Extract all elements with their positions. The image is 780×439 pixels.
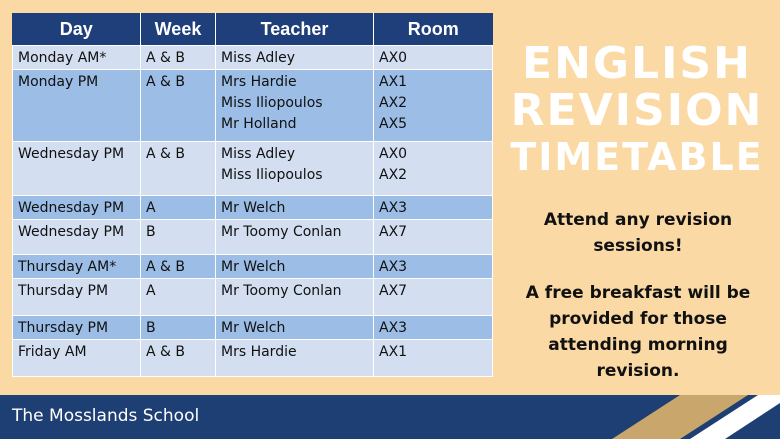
timetable	[12, 13, 493, 377]
revision-timetable-table	[12, 13, 492, 377]
table-row	[13, 316, 493, 340]
timetable-body	[13, 46, 493, 377]
table-row	[13, 142, 493, 196]
teacher-name: Miss Adley	[221, 50, 296, 66]
cell-day: Monday AM*	[13, 46, 141, 70]
table-row	[13, 255, 493, 279]
cell-week: A	[141, 196, 216, 220]
header-room: Room	[374, 13, 493, 46]
header-row	[13, 13, 493, 46]
teacher-name: Mr Welch	[221, 320, 286, 336]
cell-room	[374, 196, 493, 220]
room-code: AX3	[379, 259, 408, 275]
cell-week: A & B	[141, 340, 216, 377]
room-code: AX2	[379, 95, 408, 111]
cell-day: Monday PM	[13, 70, 141, 142]
cell-week: A & B	[141, 142, 216, 196]
room-code: AX1	[379, 344, 408, 360]
title-line-revision: REVISION	[510, 85, 764, 136]
cell-day: Thursday PM	[13, 316, 141, 340]
table-row	[13, 70, 493, 142]
cell-day: Wednesday PM	[13, 220, 141, 255]
title-line-timetable: TIMETABLE	[510, 135, 764, 179]
table-row	[13, 46, 493, 70]
cell-day: Thursday PM	[13, 279, 141, 316]
cell-room	[374, 255, 493, 279]
header-week: Week	[141, 13, 216, 46]
cell-teacher	[216, 220, 374, 255]
cell-room	[374, 340, 493, 377]
teacher-name: Miss Iliopoulos	[221, 95, 323, 111]
cell-room	[374, 142, 493, 196]
cell-room	[374, 220, 493, 255]
cell-teacher	[216, 142, 374, 196]
cell-day: Friday AM	[13, 340, 141, 377]
table-row	[13, 340, 493, 377]
cell-teacher	[216, 340, 374, 377]
page-title	[506, 40, 768, 181]
teacher-name: Mr Welch	[221, 200, 286, 216]
table-row	[13, 279, 493, 316]
cell-room	[374, 46, 493, 70]
cell-teacher	[216, 46, 374, 70]
teacher-name: Miss Iliopoulos	[221, 167, 323, 183]
cell-day: Wednesday PM	[13, 196, 141, 220]
cell-teacher	[216, 255, 374, 279]
room-code: AX0	[379, 50, 408, 66]
room-code: AX0	[379, 146, 408, 162]
school-name: The Mosslands School	[12, 406, 200, 426]
cell-teacher	[216, 196, 374, 220]
title-line-english: ENGLISH	[522, 38, 752, 89]
cell-room	[374, 279, 493, 316]
teacher-name: Miss Adley	[221, 146, 296, 162]
attend-sessions-text: Attend any revision sessions!	[543, 210, 733, 256]
room-code: AX2	[379, 167, 408, 183]
header-day: Day	[13, 13, 141, 46]
room-code: AX5	[379, 116, 408, 132]
cell-week: A & B	[141, 255, 216, 279]
free-breakfast-text: A free breakfast will be provided for those attending morning revision.	[525, 283, 751, 381]
table-row	[13, 220, 493, 255]
cell-week: B	[141, 220, 216, 255]
cell-teacher	[216, 279, 374, 316]
table-row	[13, 196, 493, 220]
cell-week: A	[141, 279, 216, 316]
footer-banner	[0, 395, 780, 439]
teacher-name: Mrs Hardie	[221, 344, 297, 360]
teacher-name: Mr Welch	[221, 259, 286, 275]
cell-week: B	[141, 316, 216, 340]
cell-week: A & B	[141, 46, 216, 70]
room-code: AX1	[379, 74, 408, 90]
cell-teacher	[216, 316, 374, 340]
header-teacher: Teacher	[216, 13, 374, 46]
cell-week: A & B	[141, 70, 216, 142]
decorative-stripes	[0, 395, 780, 439]
room-code: AX7	[379, 224, 408, 240]
teacher-name: Mr Holland	[221, 116, 297, 132]
cell-room	[374, 70, 493, 142]
room-code: AX3	[379, 320, 408, 336]
room-code: AX7	[379, 283, 408, 299]
teacher-name: Mr Toomy Conlan	[221, 224, 342, 240]
room-code: AX3	[379, 200, 408, 216]
teacher-name: Mrs Hardie	[221, 74, 297, 90]
cell-room	[374, 316, 493, 340]
cell-day: Thursday AM*	[13, 255, 141, 279]
teacher-name: Mr Toomy Conlan	[221, 283, 342, 299]
cell-day: Wednesday PM	[13, 142, 141, 196]
cell-teacher	[216, 70, 374, 142]
